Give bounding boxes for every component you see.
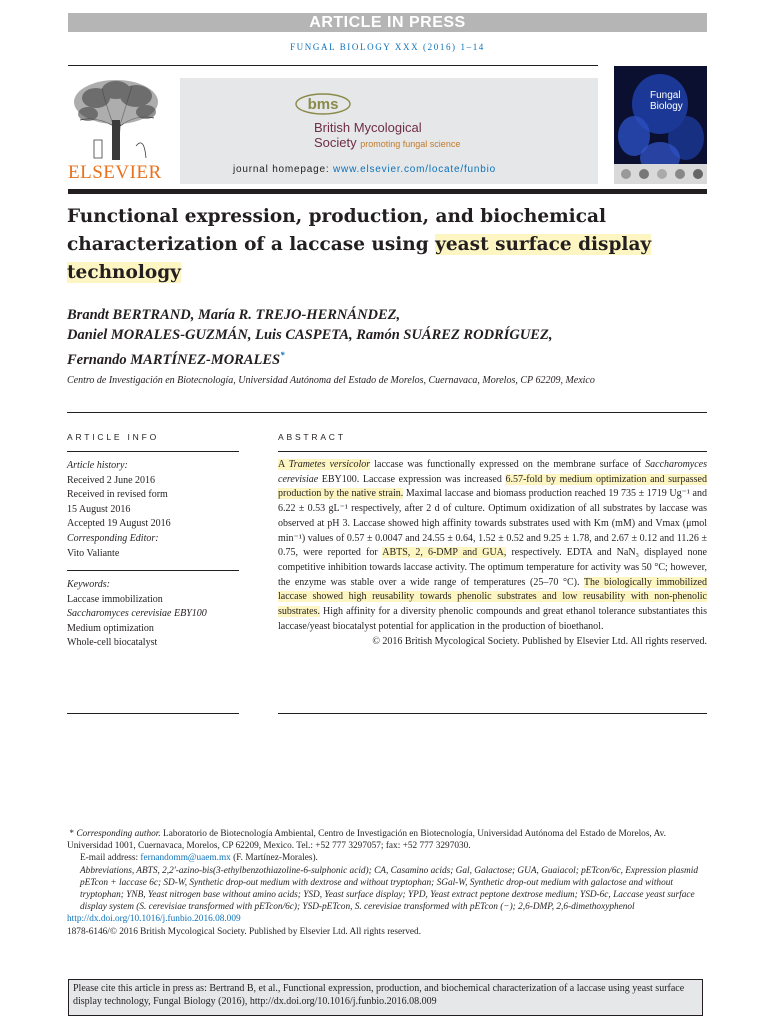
keyword-item: Laccase immobilization [67, 593, 163, 605]
info-rule-bottom [67, 713, 239, 714]
keyword-item: Whole-cell biocatalyst [67, 637, 158, 649]
journal-homepage: journal homepage: www.elsevier.com/locate/funbio [233, 164, 496, 175]
society-name: British Mycological Society promoting fungal science [314, 120, 461, 150]
citation-box: Please cite this article in press as: Bertrand B, et al., Functional expression, production, and biochemical characterization of a laccase using yeast surface display technology, Fungal Biology (2016), http://dx.doi.org/10.1016/j.funbio.2016.08.009 [68, 979, 703, 1016]
header-divider [68, 189, 707, 194]
abstract-highlight: ABTS, 2, 6-DMP and GUA, [382, 547, 507, 559]
cover-title: Fungal Biology [650, 90, 683, 112]
abstract-rule-top [278, 451, 707, 452]
abstract-rule-bottom [278, 713, 707, 714]
abstract-heading: ABSTRACT [278, 432, 346, 442]
keyword-item: Medium optimization [67, 622, 154, 634]
journal-banner [180, 78, 598, 184]
section-divider [67, 412, 707, 413]
abstract-highlight: The biologically immobilized laccase showed high reusability towards phenolic substrates and low reusability with non-phenolic substrates. [278, 576, 707, 618]
abstract-text: A Trametes versicolor laccase was functionally expressed on the membrane surface of Saccharomyces cerevisiae EBY100. Laccase expression was increased 6.57-fold by medium optimization and surpassed production by the native strain. Maximal laccase and biomass production reached 19 735 ± 1719 Ug⁻¹ and 6.22 ± 0.53 gL⁻¹ respectively, after 2 d of culture. Optimum oxidization of all substrates by laccase was observed at pH 3. Laccase showed high affinity towards substrates used with Km (mM) and Vmax (μmol min⁻¹) values of 0.57 ± 0.0047 and 24.55 ± 0.64, 1.52 ± 0.52 and 9.25 ± 1.78, and 2.67 ± 0.12 and 11.26 ± 0.75, were reported for ABTS, 2, 6-DMP and GUA, respectively. EDTA and NaN₃ displayed none competitive inhibition towards laccase activity. The optimum temperature for activity was 50 °C; however, the enzyme was stable over a wide range of temperatures (25–70 °C). The biologically immobilized laccase showed high reusability towards phenolic substrates and low reusability with non-phenolic substrates. High affinity for a diversity phenolic compounds and great ethanol tolerance substantiates this laccase/yeast biocatalyst potential for application in the production of bioethanol. © 2016 British Mycological Society. Published by Elsevier Ltd. All rights reserved. [278, 458, 707, 650]
article-title: Functional expression, production, and biochemical characterization of a laccase using yeast surface display technology [67, 206, 652, 283]
journal-homepage-link[interactable]: www.elsevier.com/locate/funbio [333, 164, 496, 175]
abstract-copyright: © 2016 British Mycological Society. Published by Elsevier Ltd. All rights reserved. [372, 636, 707, 648]
bms-abbrev: bms [307, 96, 339, 113]
article-in-press-banner: ARTICLE IN PRESS [68, 13, 707, 32]
keywords: Keywords: Laccase immobilization Saccharomyces cerevisiae EBY100 Medium optimization Whole-cell biocatalyst [67, 578, 239, 651]
abstract-highlight: 6.57-fold by medium optimization and surpassed production by the native strain. [278, 473, 707, 500]
author-email-link[interactable]: fernandomm@uaem.mx [140, 853, 231, 864]
keyword-item: Saccharomyces cerevisiae EBY100 [67, 608, 207, 620]
journal-cover-image [614, 66, 707, 184]
corresponding-author-mark[interactable]: * [280, 350, 285, 360]
title-highlight: yeast surface display technology [67, 234, 652, 283]
footnotes: * Corresponding author. Laboratorio de Biotecnología Ambiental, Centro de Investigación en Biotecnología, Universidad Autónoma del Estado de Morelos, Av. Universidad 1001, Cuernavaca, Morelos, CP 62209, Mexico. Tel.: +52 777 3297057; fax: +52 777 3297030. E-mail address: fernandomm@uaem.mx (F. Martínez-Morales). Abbreviations, ABTS, 2,2′-azino-bis(3-ethylbenzothiazoline-6-sulphonic acid); CA, Casamino acids; Gal, Galactose; GUA, Guaiacol; pETcon/6c, Expression plasmid pETcon + laccase 6c; SD-W, Synthetic drop-out medium with dextrose and without tryptophan; SGal-W, Synthetic drop-out medium with galactose and without tryptophan; YNB, Yeast nitrogen base without amino acids; YSD, Yeast surface display; YPD, Yeast extract peptone dextrose medium; YSD-6c, Laccase yeast surface display system (S. cerevisiae transformed with pETcon/6c); YSD-pETcon, S. cerevisiae transformed with pETcon (−); 2,6-DMP, 2,6-dimethoxyphenol http://dx.doi.org/10.1016/j.funbio.2016.08.009 1878-6146/© 2016 British Mycological Society. Published by Elsevier Ltd. All rights reserved. [67, 828, 707, 938]
journal-citation-line: FUNGAL BIOLOGY XXX (2016) 1–14 [290, 42, 485, 52]
affiliation: Centro de Investigación en Biotecnología, Universidad Autónoma del Estado de Morelos, Cuernavaca, Morelos, CP 62209, Mexico [67, 375, 595, 386]
article-info-heading: ARTICLE INFO [67, 432, 160, 442]
doi-link[interactable]: http://dx.doi.org/10.1016/j.funbio.2016.08.009 [67, 914, 241, 925]
top-divider [68, 65, 598, 66]
info-rule-top [67, 451, 239, 452]
article-history: Article history: Received 2 June 2016 Received in revised form 15 August 2016 Accepted 19 August 2016 Corresponding Editor: Vito Valiante [67, 460, 171, 559]
bms-logo [295, 92, 351, 121]
author-list: Brandt BERTRAND, María R. TREJO-HERNÁNDEZ, Daniel MORALES-GUZMÁN, Luis CASPETA, Ramón SUÁREZ RODRÍGUEZ, Fernando MARTÍNEZ-MORALES* [67, 307, 553, 368]
issn-line: 1878-6146/© 2016 British Mycological Society. Published by Elsevier Ltd. All rights reserved. [67, 926, 422, 937]
elsevier-wordmark: ELSEVIER [68, 162, 162, 183]
info-rule-mid [67, 570, 239, 571]
